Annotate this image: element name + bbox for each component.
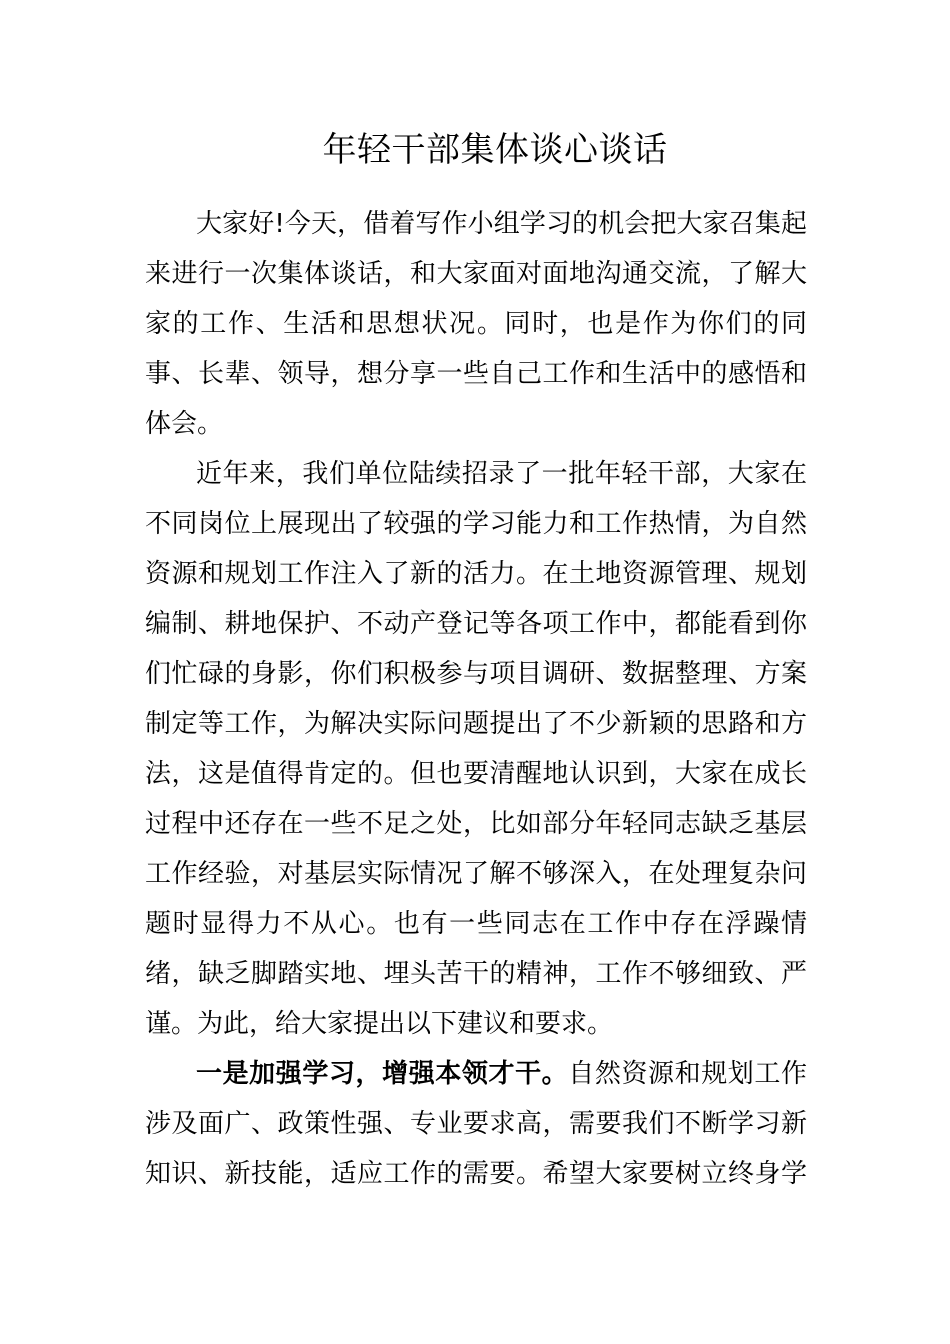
paragraph-2-line: 近年来，我们单位陆续招录了一批年轻干部，大家在 [196, 459, 807, 489]
paragraph-2-line: 不同岗位上展现出了较强的学习能力和工作热情，为自然 [145, 509, 807, 539]
paragraph-2-line: 资源和规划工作注入了新的活力。在土地资源管理、规划 [145, 559, 807, 589]
paragraph-3-text: 自然资源和规划工作 [568, 1059, 807, 1089]
paragraph-3-first-line [196, 1049, 807, 1099]
paragraph-3-line: 知识、新技能，适应工作的需要。希望大家要树立终身学 [145, 1159, 807, 1189]
paragraph-2-line: 们忙碌的身影，你们积极参与项目调研、数据整理、方案 [145, 659, 807, 689]
document-title: 年轻干部集体谈心谈话 [322, 130, 668, 170]
paragraph-1-line: 大家好!今天，借着写作小组学习的机会把大家召集起 [196, 209, 807, 239]
paragraph-1-line: 来进行一次集体谈话，和大家面对面地沟通交流，了解大 [145, 259, 807, 289]
paragraph-2-line: 题时显得力不从心。也有一些同志在工作中存在浮躁情 [145, 909, 807, 939]
paragraph-3-heading: 一是加强学习，增强本领才干。 [196, 1059, 569, 1089]
paragraph-2-line: 谨。为此，给大家提出以下建议和要求。 [145, 1009, 614, 1039]
paragraph-1-line: 体会。 [145, 409, 224, 439]
paragraph-2-line: 绪，缺乏脚踏实地、埋头苦干的精神，工作不够细致、严 [145, 959, 807, 989]
paragraph-1-line: 家的工作、生活和思想状况。同时，也是作为你们的同 [145, 309, 807, 339]
paragraph-2-line: 工作经验，对基层实际情况了解不够深入，在处理复杂问 [145, 859, 807, 889]
paragraph-3-line: 涉及面广、政策性强、专业要求高，需要我们不断学习新 [145, 1109, 807, 1139]
paragraph-2-line: 编制、耕地保护、不动产登记等各项工作中，都能看到你 [145, 609, 807, 639]
paragraph-1-line: 事、长辈、领导，想分享一些自己工作和生活中的感悟和 [145, 359, 807, 389]
paragraph-2-line: 法，这是值得肯定的。但也要清醒地认识到，大家在成长 [145, 759, 807, 789]
paragraph-2-line: 过程中还存在一些不足之处，比如部分年轻同志缺乏基层 [145, 809, 807, 839]
paragraph-2-line: 制定等工作，为解决实际问题提出了不少新颖的思路和方 [145, 709, 807, 739]
